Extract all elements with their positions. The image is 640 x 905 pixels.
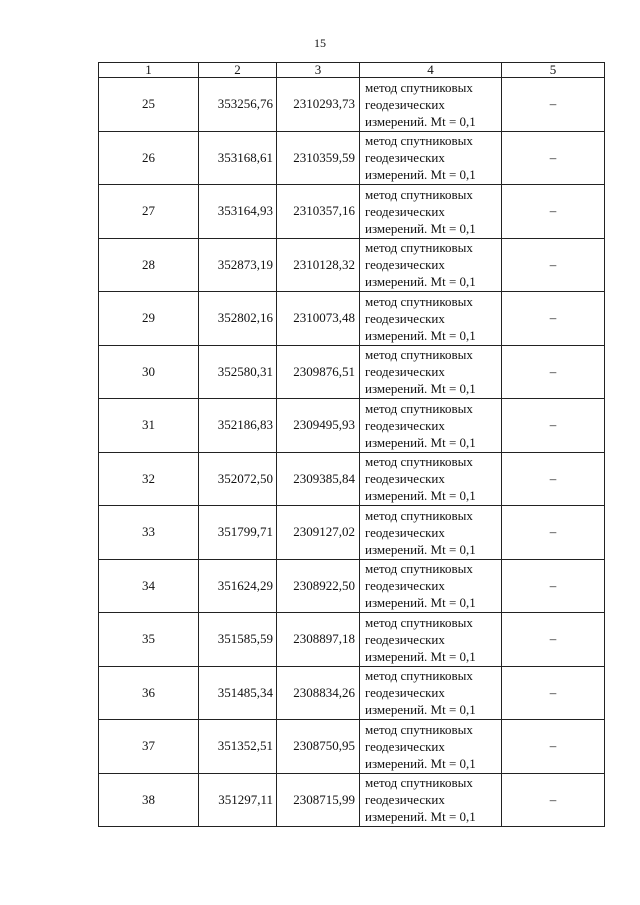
header-col-4: 4 xyxy=(360,63,502,78)
y-coordinate-cell: 2310293,73 xyxy=(277,78,360,132)
table-row xyxy=(99,185,605,239)
table-row xyxy=(99,452,605,506)
method-cell: метод спутниковых геодезических измерений. Mt = 0,1 xyxy=(360,131,502,185)
x-coordinate-cell: 353168,61 xyxy=(199,131,277,185)
table-header-row xyxy=(99,63,605,78)
point-number-cell: 31 xyxy=(99,399,199,453)
note-cell: – xyxy=(502,399,605,453)
point-number-cell: 27 xyxy=(99,185,199,239)
method-cell: метод спутниковых геодезических измерений. Mt = 0,1 xyxy=(360,666,502,720)
x-coordinate-cell: 352186,83 xyxy=(199,399,277,453)
x-coordinate-cell: 351297,11 xyxy=(199,773,277,827)
table-body xyxy=(99,78,605,827)
x-coordinate-cell: 353164,93 xyxy=(199,185,277,239)
point-number-cell: 30 xyxy=(99,345,199,399)
method-cell: метод спутниковых геодезических измерений. Mt = 0,1 xyxy=(360,238,502,292)
table-row xyxy=(99,78,605,132)
note-cell: – xyxy=(502,345,605,399)
table-row xyxy=(99,238,605,292)
note-cell: – xyxy=(502,78,605,132)
x-coordinate-cell: 352873,19 xyxy=(199,238,277,292)
table-row xyxy=(99,559,605,613)
x-coordinate-cell: 351585,59 xyxy=(199,613,277,667)
y-coordinate-cell: 2309876,51 xyxy=(277,345,360,399)
y-coordinate-cell: 2310357,16 xyxy=(277,185,360,239)
y-coordinate-cell: 2310359,59 xyxy=(277,131,360,185)
table-row xyxy=(99,345,605,399)
method-cell: метод спутниковых геодезических измерений. Mt = 0,1 xyxy=(360,399,502,453)
y-coordinate-cell: 2309385,84 xyxy=(277,452,360,506)
y-coordinate-cell: 2309495,93 xyxy=(277,399,360,453)
x-coordinate-cell: 351352,51 xyxy=(199,720,277,774)
y-coordinate-cell: 2308897,18 xyxy=(277,613,360,667)
note-cell: – xyxy=(502,185,605,239)
x-coordinate-cell: 351799,71 xyxy=(199,506,277,560)
method-cell: метод спутниковых геодезических измерений. Mt = 0,1 xyxy=(360,78,502,132)
method-cell: метод спутниковых геодезических измерений. Mt = 0,1 xyxy=(360,613,502,667)
note-cell: – xyxy=(502,720,605,774)
point-number-cell: 34 xyxy=(99,559,199,613)
method-cell: метод спутниковых геодезических измерений. Mt = 0,1 xyxy=(360,720,502,774)
x-coordinate-cell: 351485,34 xyxy=(199,666,277,720)
point-number-cell: 28 xyxy=(99,238,199,292)
coordinates-table xyxy=(98,62,605,827)
note-cell: – xyxy=(502,238,605,292)
note-cell: – xyxy=(502,559,605,613)
method-cell: метод спутниковых геодезических измерений. Mt = 0,1 xyxy=(360,506,502,560)
x-coordinate-cell: 351624,29 xyxy=(199,559,277,613)
point-number-cell: 38 xyxy=(99,773,199,827)
note-cell: – xyxy=(502,131,605,185)
point-number-cell: 37 xyxy=(99,720,199,774)
y-coordinate-cell: 2308715,99 xyxy=(277,773,360,827)
method-cell: метод спутниковых геодезических измерений. Mt = 0,1 xyxy=(360,559,502,613)
table-row xyxy=(99,720,605,774)
table-row xyxy=(99,773,605,827)
point-number-cell: 29 xyxy=(99,292,199,346)
method-cell: метод спутниковых геодезических измерений. Mt = 0,1 xyxy=(360,452,502,506)
point-number-cell: 36 xyxy=(99,666,199,720)
header-col-2: 2 xyxy=(199,63,277,78)
note-cell: – xyxy=(502,666,605,720)
x-coordinate-cell: 352072,50 xyxy=(199,452,277,506)
x-coordinate-cell: 352802,16 xyxy=(199,292,277,346)
table-row xyxy=(99,292,605,346)
page-number: 15 xyxy=(314,36,326,50)
table-row xyxy=(99,666,605,720)
note-cell: – xyxy=(502,292,605,346)
y-coordinate-cell: 2308922,50 xyxy=(277,559,360,613)
table-row xyxy=(99,399,605,453)
point-number-cell: 33 xyxy=(99,506,199,560)
note-cell: – xyxy=(502,506,605,560)
method-cell: метод спутниковых геодезических измерений. Mt = 0,1 xyxy=(360,185,502,239)
method-cell: метод спутниковых геодезических измерений. Mt = 0,1 xyxy=(360,773,502,827)
header-col-1: 1 xyxy=(99,63,199,78)
table-row xyxy=(99,506,605,560)
point-number-cell: 26 xyxy=(99,131,199,185)
method-cell: метод спутниковых геодезических измерений. Mt = 0,1 xyxy=(360,292,502,346)
table-row xyxy=(99,131,605,185)
note-cell: – xyxy=(502,613,605,667)
y-coordinate-cell: 2310073,48 xyxy=(277,292,360,346)
y-coordinate-cell: 2310128,32 xyxy=(277,238,360,292)
y-coordinate-cell: 2308750,95 xyxy=(277,720,360,774)
header-col-5: 5 xyxy=(502,63,605,78)
note-cell: – xyxy=(502,452,605,506)
header-col-3: 3 xyxy=(277,63,360,78)
table-row xyxy=(99,613,605,667)
x-coordinate-cell: 353256,76 xyxy=(199,78,277,132)
point-number-cell: 32 xyxy=(99,452,199,506)
y-coordinate-cell: 2308834,26 xyxy=(277,666,360,720)
method-cell: метод спутниковых геодезических измерений. Mt = 0,1 xyxy=(360,345,502,399)
point-number-cell: 35 xyxy=(99,613,199,667)
note-cell: – xyxy=(502,773,605,827)
point-number-cell: 25 xyxy=(99,78,199,132)
x-coordinate-cell: 352580,31 xyxy=(199,345,277,399)
y-coordinate-cell: 2309127,02 xyxy=(277,506,360,560)
